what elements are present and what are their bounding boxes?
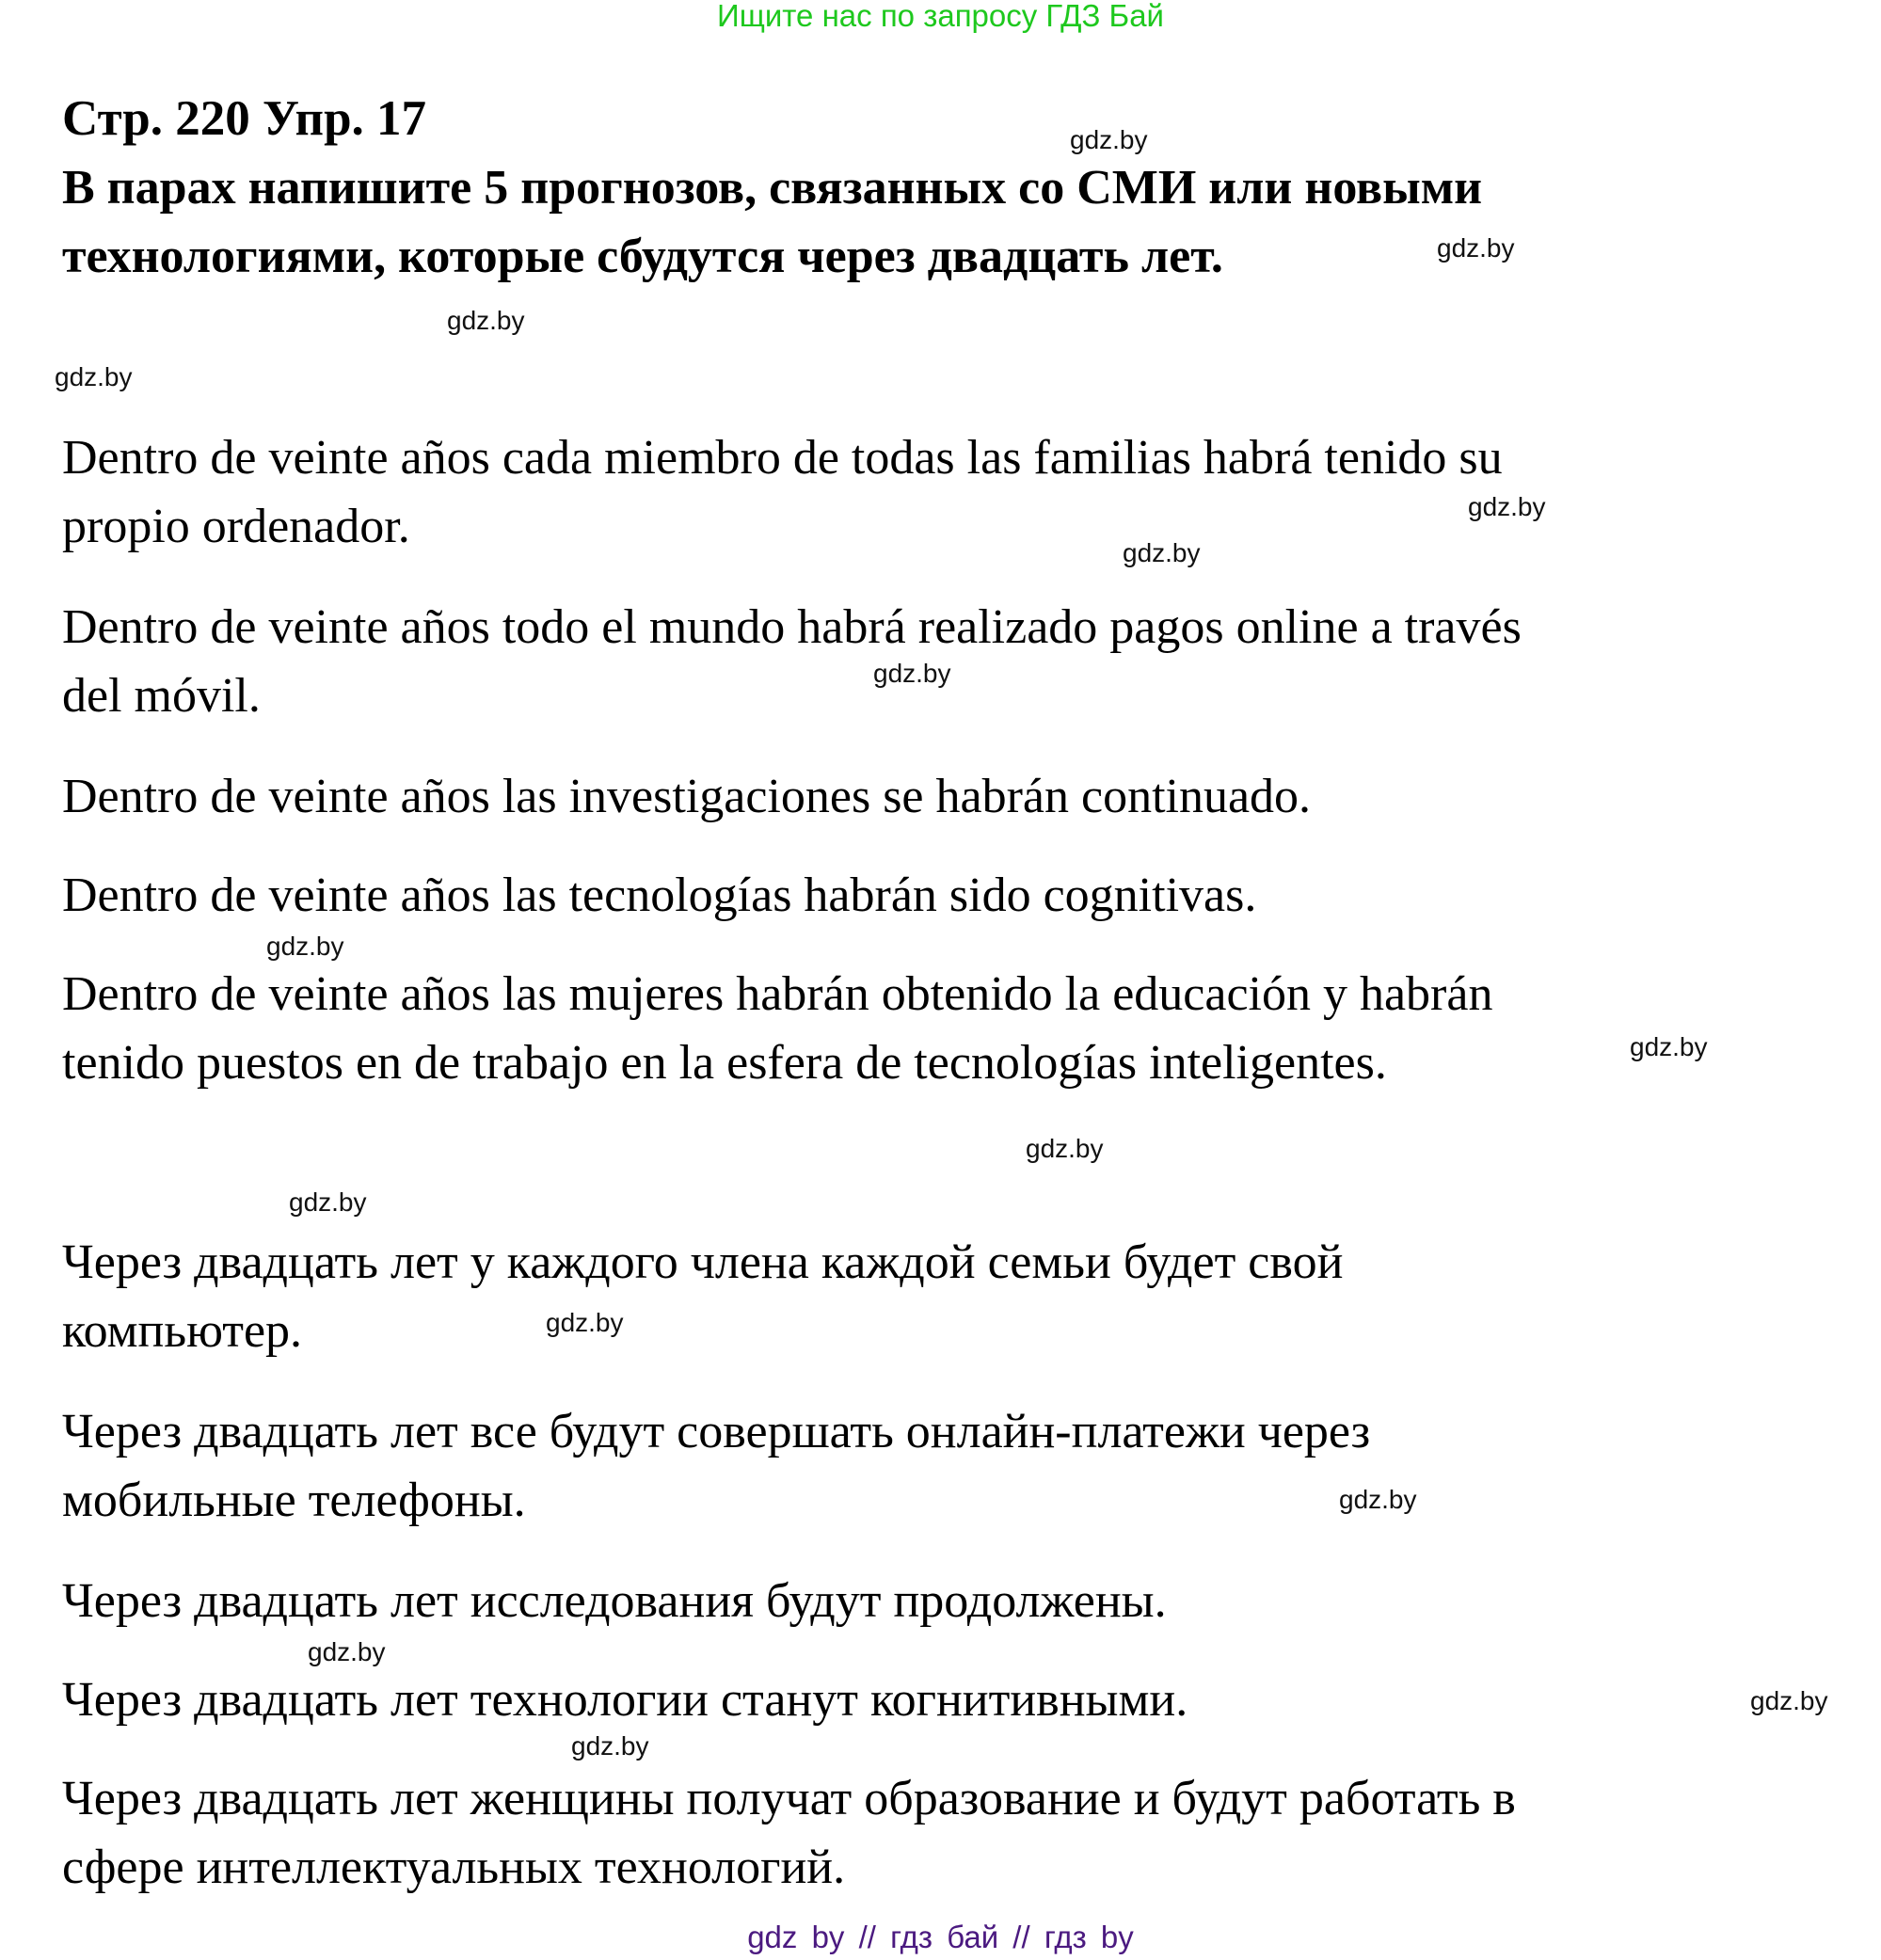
spanish-paragraph-5 <box>62 960 1492 1097</box>
watermark: gdz.by <box>1630 1032 1708 1061</box>
russian-paragraph-3 <box>62 1567 1167 1635</box>
russian-paragraph-4 <box>62 1665 1188 1734</box>
watermark: gdz.by <box>1339 1485 1417 1514</box>
watermark: gdz.by <box>266 932 344 961</box>
search-banner: Ищите нас по запросу ГДЗ Бай <box>717 0 1164 33</box>
watermark: gdz.by <box>1026 1134 1104 1163</box>
watermark: gdz.by <box>447 306 525 335</box>
task-line-2: технологиями, которые сбудутся через двадцать лет. <box>62 230 1223 283</box>
line: Через двадцать лет исследования будут продолжены. <box>62 1574 1167 1628</box>
line: Через двадцать лет женщины получат образование и будут работать в <box>62 1772 1516 1825</box>
line: мобильные телефоны. <box>62 1474 526 1527</box>
line: сфере интеллектуальных технологий. <box>62 1840 846 1894</box>
watermark: gdz.by <box>546 1308 624 1337</box>
russian-paragraph-2 <box>62 1397 1370 1535</box>
line: Dentro de veinte años las tecnologías habrán sido cognitivas. <box>62 868 1257 922</box>
line: Dentro de veinte años todo el mundo habrá realizado pagos online a través <box>62 600 1522 654</box>
watermark: gdz.by <box>1070 125 1148 154</box>
line: propio ordenador. <box>62 500 410 553</box>
russian-paragraph-1 <box>62 1228 1343 1365</box>
page-title: Стр. 220 Упр. 17 <box>62 91 427 146</box>
line: компьютер. <box>62 1304 303 1358</box>
watermark: gdz.by <box>873 659 951 688</box>
watermark: gdz.by <box>289 1187 367 1217</box>
watermark: gdz.by <box>1750 1686 1828 1715</box>
line: del móvil. <box>62 669 261 723</box>
line: Dentro de veinte años las mujeres habrán obtenido la educación y habrán <box>62 967 1493 1021</box>
spanish-paragraph-4 <box>62 861 1256 930</box>
task-line-1: В парах напишите 5 прогнозов, связанных со СМИ или новыми <box>62 161 1483 215</box>
watermark: gdz.by <box>1437 233 1515 263</box>
line: Через двадцать лет все будут совершать онлайн-платежи через <box>62 1405 1371 1458</box>
watermark: gdz.by <box>1468 492 1546 521</box>
watermark: gdz.by <box>308 1637 386 1666</box>
line: tenido puestos en de trabajo en la esfera de tecnologías inteligentes. <box>62 1036 1387 1090</box>
line: Dentro de veinte años las investigaciones se habrán continuado. <box>62 770 1312 823</box>
spanish-paragraph-3 <box>62 762 1311 831</box>
line: Dentro de veinte años cada miembro de todas las familias habrá tenido su <box>62 431 1503 485</box>
line: Через двадцать лет технологии станут когнитивными. <box>62 1673 1188 1727</box>
watermark: gdz.by <box>55 362 133 391</box>
spanish-paragraph-2 <box>62 593 1522 730</box>
watermark: gdz.by <box>1123 538 1201 567</box>
spanish-paragraph-1 <box>62 423 1503 561</box>
line: Через двадцать лет у каждого члена каждой семьи будет свой <box>62 1235 1344 1289</box>
footer-watermark: gdz by // гдз бай // гдз by <box>747 1920 1134 1954</box>
russian-paragraph-5 <box>62 1764 1516 1902</box>
watermark: gdz.by <box>571 1731 649 1761</box>
